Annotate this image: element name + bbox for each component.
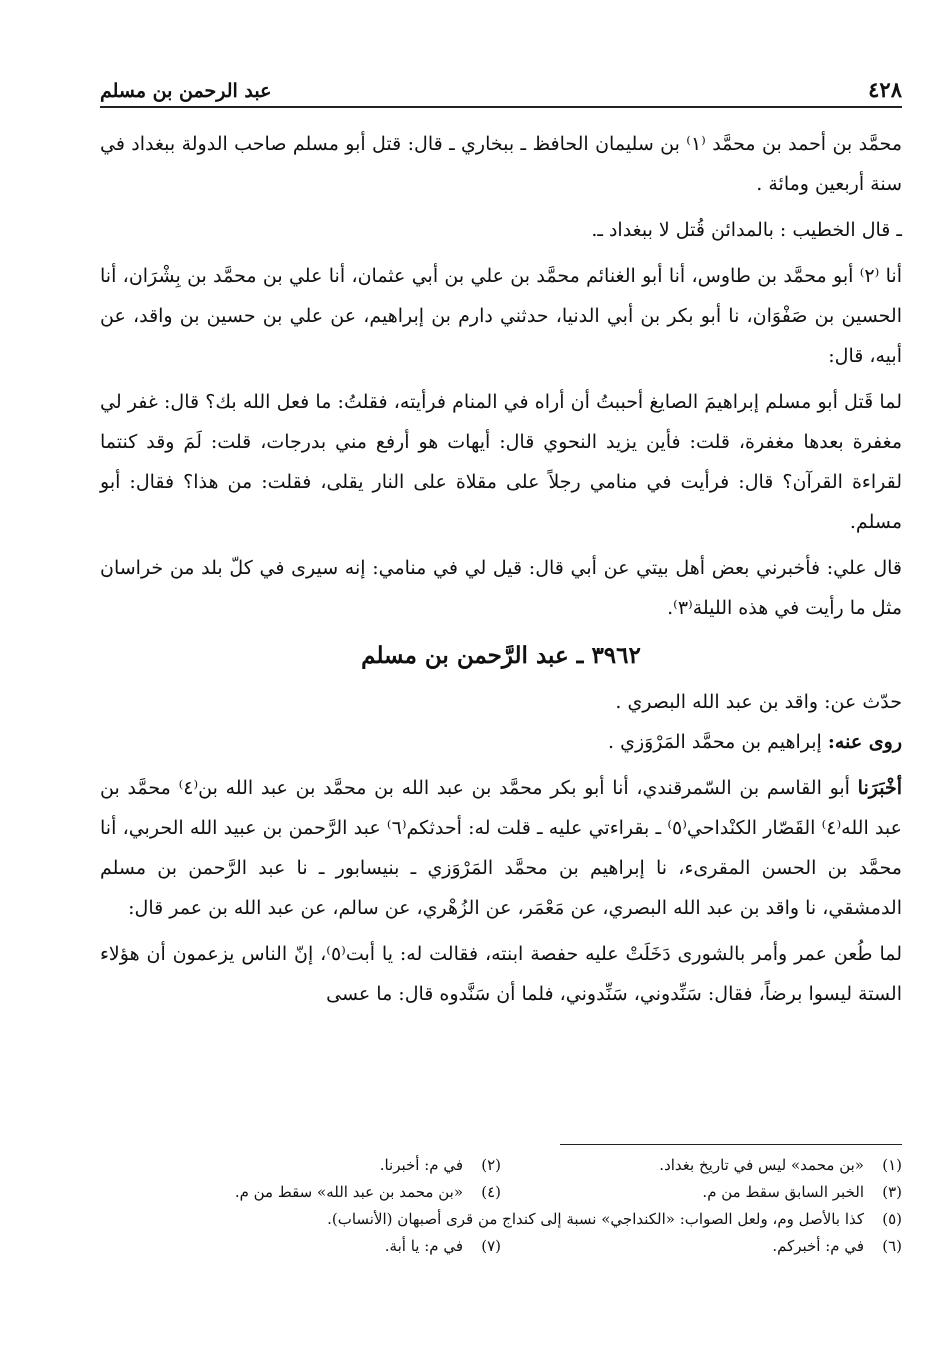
footnote-row: [100, 1206, 902, 1233]
footnote-text: في م: أخبركم.: [772, 1237, 864, 1255]
footnote-text: «بن محمد» ليس في تاريخ بغداد.: [659, 1156, 864, 1174]
running-title: عبد الرحمن بن مسلم: [100, 80, 272, 102]
header-rule: [100, 106, 902, 108]
footnote-text: كذا بالأصل وم، ولعل الصواب: «الكنداجي» نسبة إلى كنداج من قرى أصبهان (الأنساب).: [327, 1210, 864, 1228]
footnote-rule: [560, 1144, 902, 1145]
footnote-text: في م: أخبرنا.: [379, 1156, 463, 1174]
narrated-from-value: واقد بن عبد الله البصري .: [615, 691, 819, 713]
footnote-text: في م: يا أبة.: [384, 1237, 463, 1255]
footnote-6: [501, 1233, 902, 1260]
footnote-number: (١): [882, 1156, 902, 1174]
footnote-row: [100, 1233, 902, 1260]
paragraph-6: [100, 768, 902, 928]
transmitted-by-label: روى عنه:: [827, 731, 902, 753]
paragraph-3: أنا ⁽٢⁾ أبو محمَّد بن طاوس، أنا أبو الغنائم محمَّد بن علي بن أبي عثمان، أنا علي بن محمَّد بن بِشْرَان، أنا الحسين بن صَفْوَان، نا أبو بكر بن أبي الدنيا، حدثني دارم بن إبراهيم، عن علي بن حسين بن واقد، عن أبيه، قال:: [100, 265, 902, 367]
paragraph-7: لما طُعن عمر وأمر بالشورى دَخَلَتْ عليه حفصة ابنته، فقالت له: يا أبت⁽٥⁾، إنّ الناس يزعمون أن هؤلاء الستة ليسوا برضاً، فقال: سَنِّدوني، سَنِّدوني، فلما أن سَنَّدوه قال: ما عسى: [100, 943, 903, 1005]
footnote-number: (٥): [882, 1210, 902, 1228]
footnote-number: (٢): [481, 1156, 501, 1174]
narrated-from-line: [100, 682, 902, 722]
footnote-number: (٤): [481, 1183, 501, 1201]
footnote-row: [100, 1152, 902, 1179]
paragraph-2: ـ قال الخطيب : بالمدائن قُتل لا ببغداد ـ.: [591, 219, 902, 241]
entry-title: ٣٩٦٢ ـ عبد الرَّحمن بن مسلم: [361, 642, 641, 669]
footnote-3: [501, 1179, 902, 1206]
transmitted-by-value: إبراهيم بن محمَّد المَرْوَزي .: [608, 731, 822, 753]
footnote-number: (٣): [882, 1183, 902, 1201]
transmitted-by-line: [100, 722, 902, 762]
paragraph-6-text: أبو القاسم بن السّمرقندي، أنا أبو بكر محمَّد بن عبد الله بن محمَّد بن عبد الله بن⁽٤⁾ محمَّد بن عبد الله⁽٤⁾ القَصّار الكنْداحي⁽٥⁾ ـ بقراءتي عليه ـ قلت له: أحدثكم⁽٦⁾ عبد الرَّحمن بن عبيد الله الحربي، أنا محمَّد بن الحسن المقرىء، نا إبراهيم بن محمَّد المَرْوَزي ـ بنيسابور ـ نا عبد الرَّحمن بن مسلم الدمشقي، نا واقد بن عبد الله البصري، عن مَعْمَر، عن الزُهْري، عن سالم، عن عبد الله بن عمر قال:: [100, 777, 903, 919]
narrated-from-label: حدّث عن:: [824, 691, 902, 713]
footnote-text: الخبر السابق سقط من م.: [702, 1183, 864, 1201]
footnote-4: [100, 1179, 501, 1206]
page-header: [100, 66, 902, 102]
paragraph-4: لما قَتل أبو مسلم إبراهيمَ الصايغ أحببتُ أن أراه في المنام فرأيته، فقلتُ: ما فعل الله بك؟ قال: غفر لي مغفرة بعدها مغفرة، قلت: فأين يزيد النحوي قال: أيهات هو أرفع مني بدرجات، قلت: لَمَ وقد كنتما لقراءة القرآن؟ قال: فرأيت في منامي رجلاً على مقلاة على النار يقلى، فقلت: من هذا؟ فقال: أبو مسلم.: [100, 391, 902, 533]
paragraph-5: قال علي: فأخبرني بعض أهل بيتي عن أبي قال: قيل لي في منامي: إنه سيرى في كلّ بلد من خراسان مثل ما رأيت في هذه الليلة⁽٣⁾.: [100, 557, 902, 619]
footnote-1: [501, 1152, 902, 1179]
footnote-row: [100, 1179, 902, 1206]
footnote-number: (٦): [882, 1237, 902, 1255]
footnote-7: [100, 1233, 501, 1260]
main-text: [100, 124, 902, 1020]
footnote-number: (٧): [481, 1237, 501, 1255]
footnote-5: [100, 1206, 902, 1233]
footnote-2: [100, 1152, 501, 1179]
akhbarana-keyword: أخْبَرَنا: [857, 777, 902, 799]
footnote-text: «بن محمد بن عبد الله» سقط من م.: [234, 1183, 463, 1201]
footnotes: [100, 1152, 902, 1260]
paragraph-1: محمَّد بن أحمد بن محمَّد ⁽١⁾ بن سليمان الحافظ ـ ببخاري ـ قال: قتل أبو مسلم صاحب الدولة ببغداد في سنة أربعين ومائة .: [100, 133, 902, 195]
page-number: ٤٢٨: [868, 77, 902, 102]
